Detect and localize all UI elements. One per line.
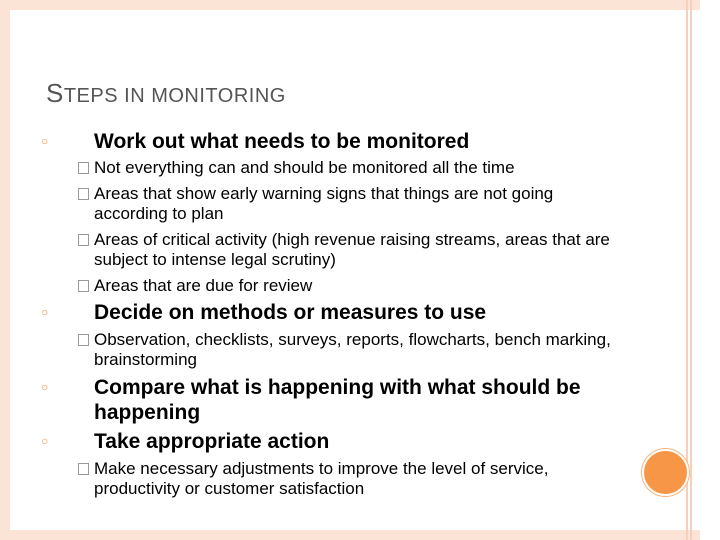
title-initial: S — [46, 78, 64, 108]
decor-stripe — [686, 0, 688, 540]
sub-bullet-item — [94, 158, 614, 178]
bullet-item — [41, 429, 614, 454]
sub-bullet-item — [94, 330, 614, 370]
bullet-text: Take appropriate action — [94, 430, 330, 453]
bullet-ring-icon: ○ — [41, 305, 49, 319]
sub-bullet-text: Not everything can and should be monitored all the time — [94, 158, 515, 177]
accent-circle — [642, 449, 689, 496]
sub-bullet-box-icon — [78, 162, 89, 174]
sub-bullet-box-icon — [78, 334, 89, 346]
bullet-item — [41, 375, 614, 425]
bullet-item — [41, 129, 614, 154]
sub-bullet-box-icon — [78, 463, 89, 475]
sub-bullet-box-icon — [78, 280, 89, 292]
bullet-text: Compare what is happening with what should be happening — [94, 376, 581, 424]
decor-stripe — [690, 0, 692, 540]
sub-bullet-text: Areas that are due for review — [94, 276, 313, 295]
bullet-item — [41, 300, 614, 325]
bullet-ring-icon: ○ — [41, 434, 49, 448]
sub-bullet-text: Areas of critical activity (high revenue raising streams, areas that are subject to intense legal scrutiny) — [94, 230, 610, 269]
sub-bullet-box-icon — [78, 188, 89, 200]
sub-bullet-item — [94, 459, 614, 499]
sub-bullet-item — [94, 184, 614, 224]
bullet-ring-icon: ○ — [41, 134, 49, 148]
sub-bullet-box-icon — [78, 234, 89, 246]
slide-title — [46, 78, 286, 109]
sub-bullet-text: Areas that show early warning signs that things are not going according to plan — [94, 184, 554, 223]
sub-bullet-text: Observation, checklists, surveys, reports, flowcharts, bench marking, brainstorming — [94, 330, 611, 369]
title-rest: TEPS IN MONITORING — [63, 85, 286, 107]
bullet-text: Decide on methods or measures to use — [94, 301, 487, 324]
bullet-ring-icon: ○ — [41, 380, 49, 394]
sub-bullet-item — [94, 276, 614, 296]
sub-bullet-text: Make necessary adjustments to improve the level of service, productivity or customer satisfaction — [94, 459, 549, 498]
sub-bullet-item — [94, 230, 614, 270]
bullet-text: Work out what needs to be monitored — [94, 130, 470, 153]
